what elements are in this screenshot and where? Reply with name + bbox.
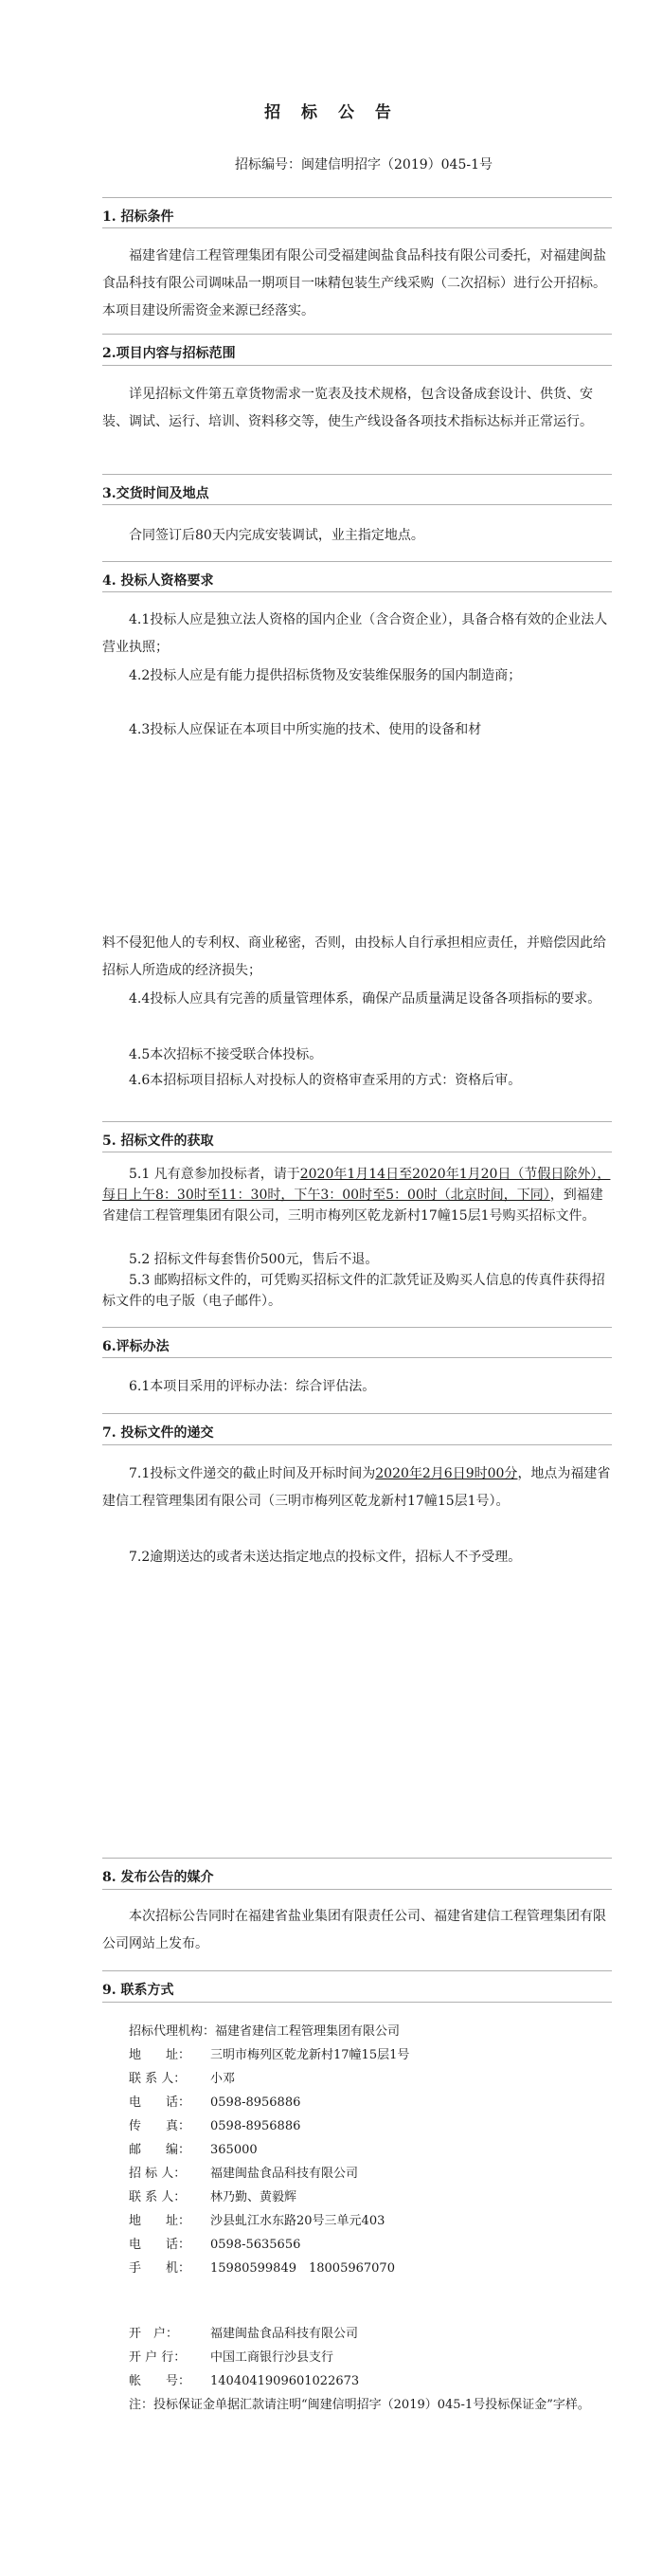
divider [102, 591, 612, 592]
contact-block [129, 2020, 409, 2280]
contact-row [129, 2233, 409, 2257]
section-5-heading: 5. 招标文件的获取 [102, 1134, 214, 1149]
contact-label: 手 机： [129, 2261, 191, 2276]
contact-row [129, 2114, 409, 2138]
section-3-text: 合同签订后80天内完成安装调试，业主指定地点。 [129, 528, 424, 543]
purchase-location: ，到福建省建信工程管理集团有限公司，三明市梅列区乾龙新村17幢15层1号购买招标文件。 [102, 1188, 603, 1224]
contact-label: 电 话： [129, 2095, 191, 2110]
bank-block [129, 2322, 359, 2393]
contact-value: 小邓 [210, 2072, 236, 2086]
bank-row [129, 2369, 359, 2393]
contact-value: 0598-5635656 [210, 2238, 301, 2252]
section-5-item-1 [102, 1164, 612, 1226]
divider [102, 334, 612, 335]
divider [102, 365, 612, 366]
divider [102, 1889, 612, 1890]
contact-row [129, 2138, 409, 2162]
bank-value: 福建闽盐食品科技有限公司 [210, 2327, 359, 2341]
section-1-text: 福建省建信工程管理集团有限公司受福建闽盐食品科技有限公司委托，对福建闽盐食品科技有限公司调味品一期项目一味精包装生产线采购（二次招标）进行公开招标。本项目建设所需资金来源已经落实。 [102, 248, 606, 318]
purchase-intro: 5.1 凡有意参加投标者，请于 [129, 1167, 300, 1182]
contact-row [129, 2162, 409, 2186]
contact-row [129, 2067, 409, 2091]
section-4-item-1: 4.1投标人应是独立法人资格的国内企业（含合资企业），具备合格有效的企业法人营业执照； [102, 612, 608, 655]
section-8-text: 本次招标公告同时在福建省盐业集团有限责任公司、福建省建信工程管理集团有限公司网站上发布。 [102, 1909, 606, 1951]
divider [102, 1121, 612, 1122]
bank-row [129, 2322, 359, 2346]
contact-label: 邮 编： [129, 2143, 191, 2157]
contact-label: 电 话： [129, 2238, 191, 2252]
divider [102, 1357, 612, 1358]
contact-value: 0598-8956886 [210, 2095, 301, 2110]
agency-line: 招标代理机构：福建省建信工程管理集团有限公司 [129, 2024, 401, 2039]
section-6-text: 6.1本项目采用的评标办法：综合评估法。 [129, 1379, 376, 1394]
contact-row [129, 2186, 409, 2209]
contact-value: 林乃勤、黄毅辉 [210, 2190, 297, 2204]
section-4-item-6: 4.6本招标项目招标人对投标人的资格审查采用的方式：资格后审。 [129, 1073, 522, 1088]
contact-value: 福建闽盐食品科技有限公司 [210, 2167, 359, 2181]
deposit-note: 注：投标保证金单据汇款请注明“闽建信明招字（2019）045-1号投标保证金”字样。 [129, 2398, 590, 2412]
purchase-period: 2020年1月14日至2020年1月20日（节假日除外），每日上午8：30时至11：30时，下午3：00时至5：00时（北京时间，下同） [102, 1167, 611, 1203]
deadline-intro: 7.1投标文件递交的截止时间及开标时间为 [129, 1466, 376, 1481]
section-4-item-5: 4.5本次招标不接受联合体投标。 [129, 1047, 323, 1062]
section-7-item-1 [102, 1460, 612, 1515]
bank-row [129, 2346, 359, 2369]
contact-value: 15980599849 18005967070 [210, 2261, 395, 2276]
divider [102, 1413, 612, 1414]
contact-row [129, 2209, 409, 2233]
section-9-heading: 9. 联系方式 [102, 1983, 174, 1998]
contact-label: 招 标 人： [129, 2167, 187, 2181]
tender-number: 招标编号：闽建信明招字（2019）045-1号 [235, 157, 493, 172]
divider [102, 227, 612, 228]
bank-label: 开 户 行： [129, 2350, 187, 2365]
document-title: 招 标 公 告 [264, 103, 399, 122]
section-7-item-2: 7.2逾期送达的或者未送达指定地点的投标文件，招标人不予受理。 [129, 1550, 522, 1565]
section-2-text: 详见招标文件第五章货物需求一览表及技术规格，包含设备成套设计、供货、安装、调试、运行、培训、资料移交等，使生产线设备各项技术指标达标并正常运行。 [102, 387, 593, 429]
contact-label: 传 真： [129, 2119, 191, 2133]
contact-row [129, 2043, 409, 2067]
contact-value: 0598-8956886 [210, 2119, 301, 2133]
section-3-heading: 3.交货时间及地点 [102, 486, 209, 501]
section-4-heading: 4. 投标人资格要求 [102, 573, 214, 589]
contact-value: 365000 [210, 2143, 258, 2157]
section-1-heading: 1. 招标条件 [102, 209, 174, 225]
section-4-item-3: 4.3投标人应保证在本项目中所实施的技术、使用的设备和材 [129, 722, 482, 737]
bank-label: 开 户： [129, 2327, 179, 2341]
section-7-heading: 7. 投标文件的递交 [102, 1425, 214, 1441]
contact-label: 联 系 人： [129, 2072, 187, 2086]
deadline-datetime: 2020年2月6日9时00分 [375, 1466, 518, 1481]
contact-label: 地 址： [129, 2214, 191, 2228]
contact-label: 地 址： [129, 2048, 191, 2062]
divider [102, 197, 612, 198]
contact-label: 联 系 人： [129, 2190, 187, 2204]
divider [102, 1970, 612, 1971]
section-4-item-2: 4.2投标人应是有能力提供招标货物及安装维保服务的国内制造商； [129, 668, 522, 683]
bank-value: 1404041909601022673 [210, 2374, 360, 2388]
contact-value: 三明市梅列区乾龙新村17幢15层1号 [210, 2048, 410, 2062]
divider [102, 2002, 612, 2003]
contact-value: 沙县虬江水东路20号三单元403 [210, 2214, 385, 2228]
section-2-heading: 2.项目内容与招标范围 [102, 346, 236, 361]
section-4-item-3-cont: 料不侵犯他人的专利权、商业秘密，否则，由投标人自行承担相应责任，并赔偿因此给招标人所造成的经济损失； [102, 935, 606, 978]
section-6-heading: 6.评标办法 [102, 1339, 170, 1354]
divider [102, 474, 612, 475]
section-4-item-4: 4.4投标人应具有完善的质量管理体系，确保产品质量满足设备各项指标的要求。 [129, 991, 601, 1007]
contact-row [129, 2091, 409, 2114]
bank-label: 帐 号： [129, 2374, 191, 2388]
divider [102, 1444, 612, 1445]
contact-row [129, 2257, 409, 2280]
section-5-item-2: 5.2 招标文件每套售价500元，售后不退。 [129, 1252, 379, 1267]
section-5-item-3: 5.3 邮购招标文件的，可凭购买招标文件的汇款凭证及购买人信息的传真件获得招标文件的电子版（电子邮件）。 [102, 1273, 605, 1309]
divider [102, 561, 612, 562]
divider [102, 504, 612, 505]
deadline-location: ，地点为福建省建信工程管理集团有限公司（三明市梅列区乾龙新村17幢15层1号）。 [102, 1466, 611, 1509]
divider [102, 1858, 612, 1859]
bank-value: 中国工商银行沙县支行 [210, 2350, 334, 2365]
section-8-heading: 8. 发布公告的媒介 [102, 1870, 214, 1885]
divider [102, 1327, 612, 1328]
